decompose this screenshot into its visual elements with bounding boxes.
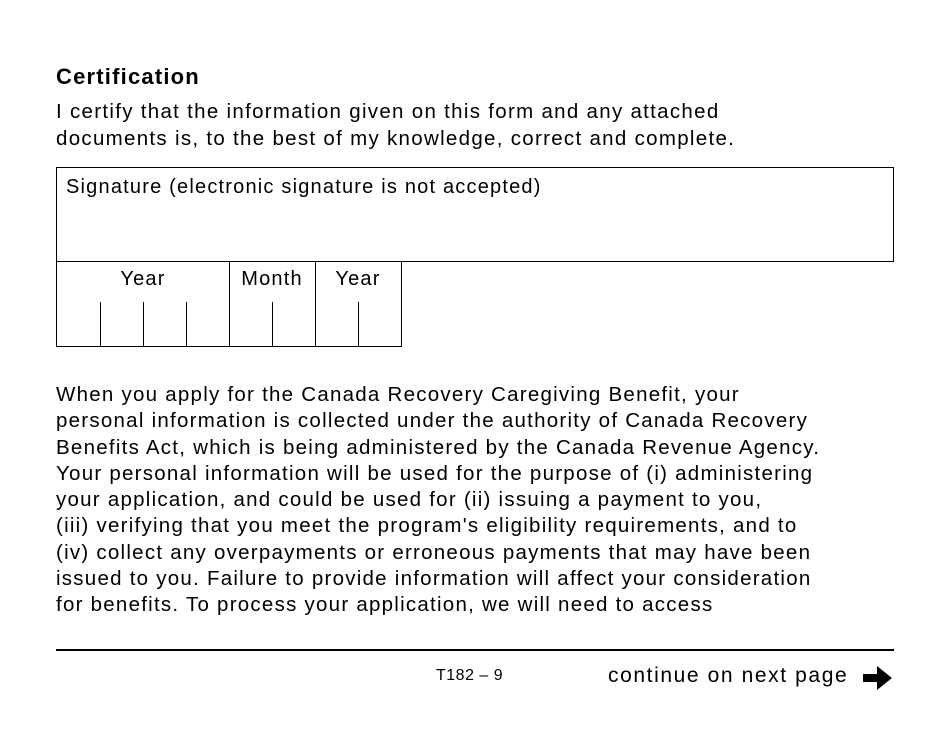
date-label-day: Year bbox=[335, 268, 381, 290]
privacy-line: Your personal information will be used for the purpose of (i) administering bbox=[56, 461, 814, 485]
footer-divider bbox=[56, 649, 894, 651]
privacy-line: (iii) verifying that you meet the program's eligibility requirements, and to bbox=[56, 514, 798, 538]
page-number: T182 – 9 bbox=[436, 667, 504, 684]
date-digit-cell bbox=[272, 302, 273, 346]
date-label-year: Year bbox=[120, 268, 166, 290]
privacy-line: issued to you. Failure to provide information will affect your consideration bbox=[56, 567, 812, 591]
certification-line: I certify that the information given on this form and any attached bbox=[56, 100, 720, 123]
section-heading: Certification bbox=[56, 64, 200, 89]
privacy-notice bbox=[56, 382, 936, 619]
date-digit-cell bbox=[358, 302, 359, 346]
arrow-right-icon bbox=[863, 665, 893, 691]
certification-statement bbox=[56, 99, 916, 152]
privacy-line: (iv) collect any overpayments or erroneous payments that may have been bbox=[56, 540, 812, 564]
privacy-line: When you apply for the Canada Recovery Caregiving Benefit, your bbox=[56, 383, 740, 406]
privacy-line: personal information is collected under the authority of Canada Recovery bbox=[56, 409, 809, 433]
date-digit-cell bbox=[143, 302, 144, 346]
continue-link[interactable]: continue on next page bbox=[608, 664, 849, 687]
privacy-line: for benefits. To process your application, we will need to access bbox=[56, 593, 714, 617]
date-digit-cell bbox=[186, 302, 187, 346]
date-field[interactable] bbox=[56, 261, 402, 347]
signature-label: Signature (electronic signature is not accepted) bbox=[66, 176, 542, 198]
certification-line: documents is, to the best of my knowledge, correct and complete. bbox=[56, 126, 736, 150]
privacy-line: your application, and could be used for (ii) issuing a payment to you, bbox=[56, 488, 763, 512]
date-digit-cell bbox=[100, 302, 101, 346]
date-label-month: Month bbox=[241, 268, 303, 290]
date-divider bbox=[229, 261, 230, 346]
privacy-line: Benefits Act, which is being administered by the Canada Revenue Agency. bbox=[56, 435, 821, 459]
signature-field[interactable] bbox=[56, 167, 894, 262]
date-divider bbox=[315, 261, 316, 346]
